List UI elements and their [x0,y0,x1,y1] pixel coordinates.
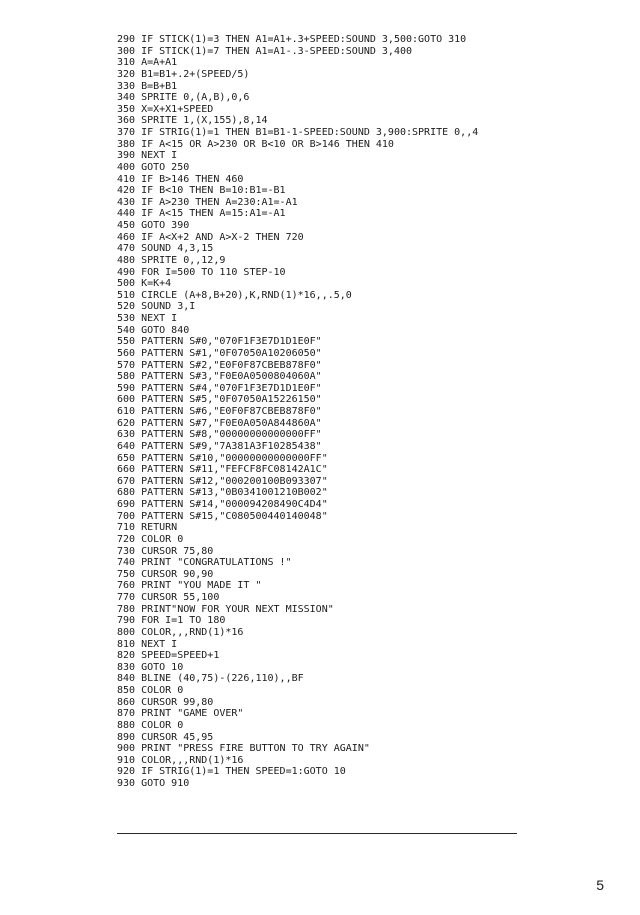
code-line: 640 PATTERN S#9,"7A381A3F10285438" [117,440,322,452]
code-line: 310 A=A+A1 [117,57,178,69]
code-line: 600 PATTERN S#5,"0F07050A15226150" [117,394,322,406]
code-line: 480 SPRITE 0,,12,9 [117,254,226,266]
footer-rule [117,833,517,834]
code-line: 350 X=X+X1+SPEED [117,103,214,115]
code-line: 510 CIRCLE (A+8,B+20),K,RND(1)*16,,.5,0 [117,289,352,301]
code-line: 890 CURSOR 45,95 [117,731,214,743]
code-line: 860 CURSOR 99,80 [117,696,214,708]
code-line: 360 SPRITE 1,(X,155),8,14 [117,115,268,127]
code-line: 470 SOUND 4,3,15 [117,243,214,255]
code-line: 870 PRINT "GAME OVER" [117,708,244,720]
code-line: 380 IF A<15 OR A>230 OR B<10 OR B>146 THEN 410 [117,138,394,150]
code-line: 430 IF A>230 THEN A=230:A1=-A1 [117,196,298,208]
code-line: 910 COLOR,,,RND(1)*16 [117,754,244,766]
code-line: 420 IF B<10 THEN B=10:B1=-B1 [117,185,286,197]
code-line: 690 PATTERN S#14,"000094208490C4D4" [117,499,328,510]
code-line: 650 PATTERN S#10,"00000000000000FF" [117,452,328,464]
code-line: 700 PATTERN S#15,"C080500440140048" [117,510,328,522]
code-line: 460 IF A<X+2 AND A>X-2 THEN 720 [117,231,304,243]
code-line: 410 IF B>146 THEN 460 [117,173,244,185]
code-line: 550 PATTERN S#0,"070F1F3E7D1D1E0F" [117,336,322,348]
code-line: 660 PATTERN S#11,"FEFCF8FC08142A1C" [117,464,328,476]
code-line: 570 PATTERN S#2,"E0F0F87CBEB878F0" [117,359,322,371]
code-line: 810 NEXT I [117,638,178,650]
code-line: 790 FOR I=1 TO 180 [117,615,226,627]
code-line: 830 GOTO 10 [117,661,184,673]
code-line: 670 PATTERN S#12,"000200100B093307" [117,475,328,487]
page-number: 5 [596,877,604,893]
program-listing [117,34,478,790]
code-line: 750 CURSOR 90,90 [117,568,214,580]
code-line: 610 PATTERN S#6,"E0F0F87CBEB878F0" [117,406,322,417]
code-line: 340 SPRITE 0,(A,B),0,6 [117,92,250,104]
code-line: 780 PRINT"NOW FOR YOUR NEXT MISSION" [117,603,334,615]
code-line: 760 PRINT "YOU MADE IT " [117,580,262,592]
code-line: 740 PRINT "CONGRATULATIONS !" [117,557,292,569]
code-line: 900 PRINT "PRESS FIRE BUTTON TO TRY AGAIN" [117,743,370,755]
code-line: 390 NEXT I [117,150,178,162]
code-line: 800 COLOR,,,RND(1)*16 [117,626,244,638]
code-line: 490 FOR I=500 TO 110 STEP-10 [117,266,286,278]
code-line: 530 NEXT I [117,313,178,324]
code-line: 680 PATTERN S#13,"0B0341001210B002" [117,487,328,499]
code-line: 730 CURSOR 75,80 [117,545,214,557]
code-line: 630 PATTERN S#8,"00000000000000FF" [117,429,322,441]
code-line: 710 RETURN [117,522,178,534]
code-line: 400 GOTO 250 [117,161,190,173]
code-line: 370 IF STRIG(1)=1 THEN B1=B1-1-SPEED:SOUND 3,900:SPRITE 0,,4 [117,127,479,138]
code-line: 840 BLINE (40,75)-(226,110),,BF [117,673,304,685]
code-line: 880 COLOR 0 [117,719,184,731]
code-line: 560 PATTERN S#1,"0F07050A10206050" [117,347,322,359]
code-line: 720 COLOR 0 [117,533,184,545]
code-line: 300 IF STICK(1)=7 THEN A1=A1-.3-SPEED:SOUND 3,400 [117,45,413,57]
code-line: 620 PATTERN S#7,"F0E0A050A844860A" [117,417,322,429]
code-line: 320 B1=B1+.2+(SPEED/5) [117,68,250,80]
code-line: 850 COLOR 0 [117,685,184,696]
code-line: 930 GOTO 910 [117,778,190,789]
code-line: 330 B=B+B1 [117,80,178,92]
code-line: 770 CURSOR 55,100 [117,592,220,603]
code-line: 590 PATTERN S#4,"070F1F3E7D1D1E0F" [117,382,322,394]
code-line: 500 K=K+4 [117,278,172,290]
code-line: 580 PATTERN S#3,"F0E0A0500804060A" [117,371,322,383]
code-line: 440 IF A<15 THEN A=15:A1=-A1 [117,208,286,220]
code-line: 820 SPEED=SPEED+1 [117,650,220,662]
code-line: 450 GOTO 390 [117,220,190,231]
code-line: 290 IF STICK(1)=3 THEN A1=A1+.3+SPEED:SOUND 3,500:GOTO 310 [117,34,467,45]
code-line: 520 SOUND 3,I [117,301,196,313]
code-line: 920 IF STRIG(1)=1 THEN SPEED=1:GOTO 10 [117,766,346,778]
code-line: 540 GOTO 840 [117,324,190,336]
